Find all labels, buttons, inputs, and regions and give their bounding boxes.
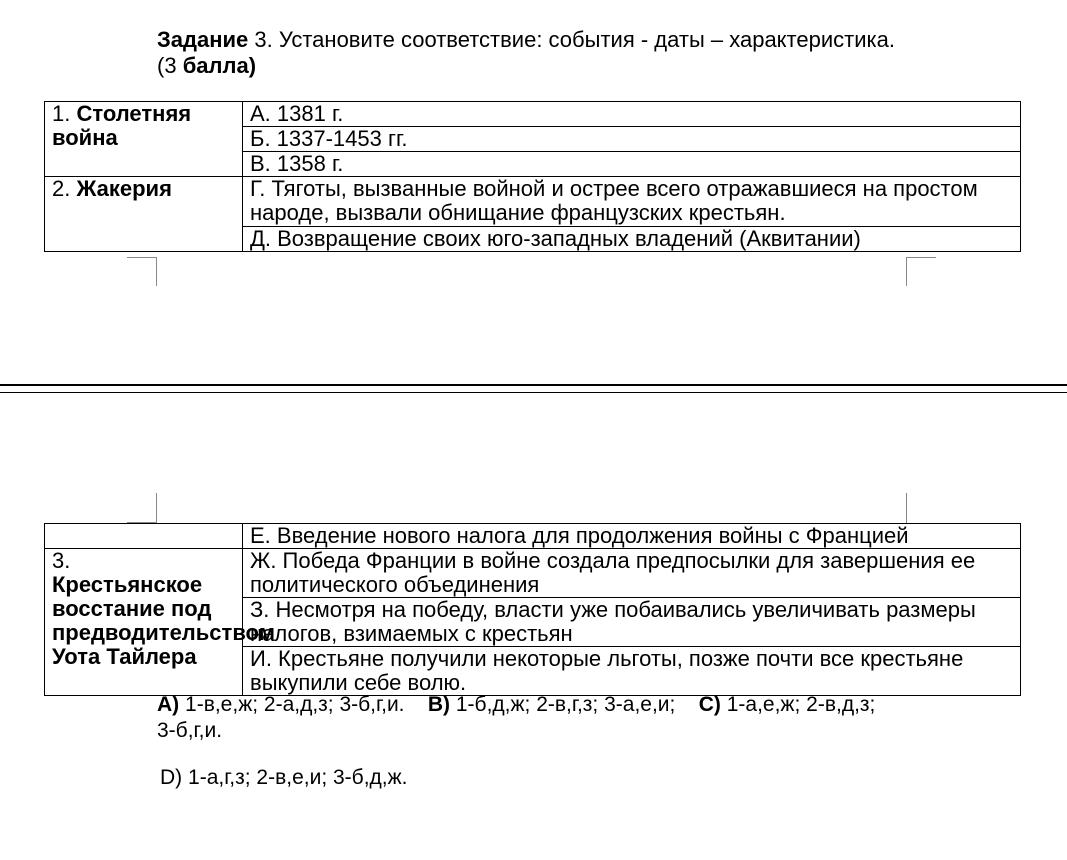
crop-mark [906,257,907,286]
option-cell: В. 1358 г. [243,152,1021,177]
empty-cell [45,524,243,549]
event-name: Столетняя война [52,101,192,150]
event-cell-1 [45,102,243,177]
crop-mark [127,257,156,258]
option-cell: Е. Введение нового налога для продолжения войны с Францией [243,524,1021,549]
event-number: 2. [52,176,71,201]
answer-options [157,692,897,744]
answer-a-label: А) [157,693,180,716]
option-cell: И. Крестьяне получили некоторые льготы, позже почти все крестьяне выкупили себе волю. [243,647,1021,696]
task-label: Задание [157,27,249,52]
option-cell: Ж. Победа Франции в войне создала предпосылки для завершения ее политического объединения [243,549,1021,598]
option-cell: Д. Возвращение своих юго-западных владений (Аквитании) [243,227,1021,252]
event-name: Крестьянское восстание под предводительством Уота Тайлера [52,572,275,669]
task-heading [157,27,917,79]
answer-d-text: 1-а,г,з; 2-в,е,и; 3-б,д,ж. [188,766,408,789]
crop-mark [156,257,157,286]
option-cell: Г. Тяготы, вызванные войной и острее всего отражавшиеся на простом народе, вызвали обнищание французских крестьян. [243,177,1021,227]
answer-option-d [160,765,408,791]
answer-b-label: В) [427,693,451,716]
page-separator [0,384,1067,393]
crop-mark [906,257,936,258]
event-name: Жакерия [76,176,172,201]
answer-c-text: 1-а,е,ж; 2-в,д,з; 3-б,г,и. [157,693,876,742]
matching-table-top [44,101,1021,252]
option-cell: Б. 1337-1453 гг. [243,127,1021,152]
option-cell: З. Несмотря на победу, власти уже побаивались увеличивать размеры налогов, взимаемых с крестьян [243,598,1021,647]
answer-a-text: 1-в,е,ж; 2-а,д,з; 3-б,г,и. [185,693,405,716]
event-number: 3. [52,548,71,573]
task-text: 3. Установите соответствие: события - даты – характеристика. (3 [157,27,895,78]
event-cell-2 [45,177,243,252]
answer-d-label: D) [160,766,183,789]
event-number: 1. [52,101,71,126]
option-cell: А. 1381 г. [243,102,1021,127]
answer-b-text: 1-б,д,ж; 2-в,г,з; 3-а,е,и; [455,693,676,716]
answer-c-label: С) [698,693,721,716]
crop-mark [906,493,907,523]
event-cell-3 [45,548,275,696]
crop-mark [156,493,157,523]
task-points: балла) [182,53,257,78]
matching-table-bottom [44,523,1021,696]
